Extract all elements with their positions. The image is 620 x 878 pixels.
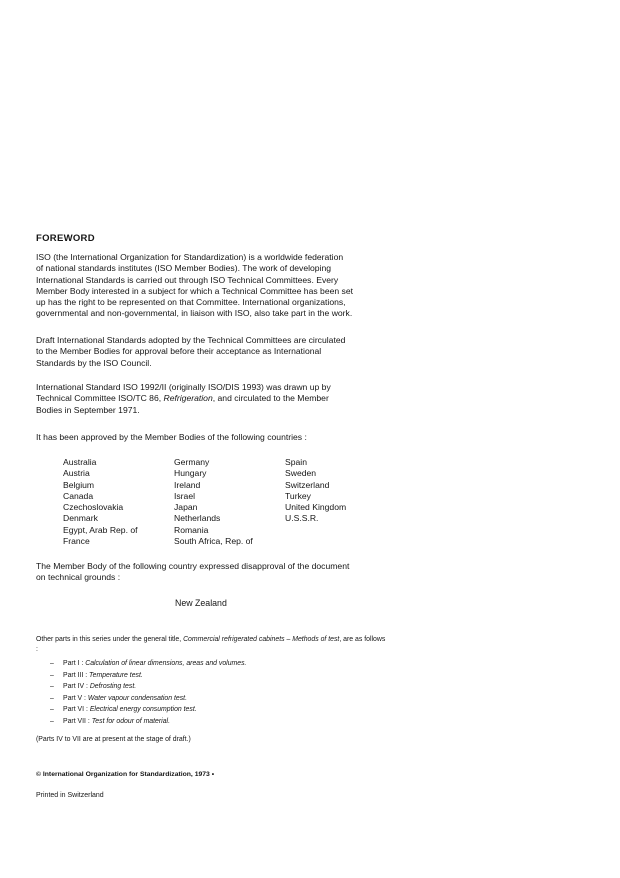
country-item: Australia <box>63 457 97 467</box>
part-title: Water vapour condensation test. <box>87 694 187 702</box>
text-line: governmental and non-governmental, in liaison with ISO, also take part in the work. <box>36 308 353 319</box>
text-fragment: , are as follows : <box>36 636 386 654</box>
part-title: Electrical energy consumption test. <box>89 706 197 714</box>
part-label: Part III : <box>63 671 90 679</box>
part-label: Part VI : <box>63 706 90 714</box>
foreword-paragraph-1 <box>36 252 384 320</box>
text-line: The Member Body of the following country expressed disapproval of the document <box>36 561 350 571</box>
part-label: Part VII : <box>63 717 92 725</box>
text-fragment: , and circulated to the Member <box>212 393 329 404</box>
text-line: to the Member Bodies for approval before their acceptance as International <box>36 346 322 357</box>
country-item: Germany <box>174 457 210 467</box>
country-item: South Africa, Rep. of <box>174 536 253 547</box>
text-fragment: Other parts in this series under the general title, <box>36 636 184 643</box>
part-label: Part V : <box>63 694 88 702</box>
country-item: Israel <box>174 490 196 501</box>
part-title: Defrosting test. <box>89 683 137 691</box>
draft-note: (Parts IV to VII are at present at the stage of draft.) <box>36 736 191 743</box>
country-item: Czechoslovakia <box>63 502 124 513</box>
country-item: Switzerland <box>285 479 330 490</box>
list-item <box>50 681 246 693</box>
text-line: Member Body interested in a subject for which a Technical Committee has been set <box>36 285 354 296</box>
part-label: Part I : <box>63 660 86 667</box>
text-line: Standards by the ISO Council. <box>36 357 152 368</box>
country-item: Hungary <box>174 468 207 479</box>
list-item <box>50 670 246 682</box>
copyright-notice: © International Organization for Standardization, 1973 • <box>36 771 215 778</box>
country-column-1 <box>63 457 138 547</box>
country-item: U.S.S.R. <box>285 513 319 524</box>
country-item: Turkey <box>285 490 311 501</box>
part-title: Calculation of linear dimensions, areas and volumes. <box>85 660 247 667</box>
country-item: Romania <box>174 524 209 535</box>
dash-bullet: – <box>50 683 54 691</box>
foreword-heading: FOREWORD <box>36 233 95 244</box>
text-line: International Standards is carried out through ISO Technical Committees. Every <box>36 274 339 285</box>
country-item: Denmark <box>63 513 98 524</box>
part-title: Test for odour of material. <box>91 717 170 725</box>
committee-title: Refrigeration <box>163 393 213 404</box>
country-column-3 <box>285 457 346 525</box>
printed-in: Printed in Switzerland <box>36 792 104 799</box>
text-line: Bodies in September 1971. <box>36 404 140 415</box>
dash-bullet: – <box>50 706 54 714</box>
text-line: on technical grounds : <box>36 572 121 583</box>
series-title: Commercial refrigerated cabinets – Methods of test <box>183 636 340 643</box>
part-title: Temperature test. <box>89 671 143 679</box>
text-line: of national standards institutes (ISO Member Bodies). The work of developing <box>36 263 332 274</box>
country-item: United Kingdom <box>285 502 347 513</box>
dash-bullet: – <box>50 717 54 725</box>
text-line: Draft International Standards adopted by the Technical Committees are circulated <box>36 335 346 345</box>
country-item: France <box>63 536 90 547</box>
country-item: Japan <box>174 502 198 513</box>
other-parts-intro <box>36 635 388 655</box>
dash-bullet: – <box>50 660 54 667</box>
dash-bullet: – <box>50 694 54 702</box>
country-item: Canada <box>63 490 94 501</box>
text-line: up has the right to be represented on that Committee. International organizations, <box>36 297 346 308</box>
approval-intro: It has been approved by the Member Bodies of the following countries : <box>36 432 307 442</box>
country-item: Ireland <box>174 479 201 490</box>
list-item <box>50 704 246 716</box>
foreword-paragraph-3 <box>36 382 384 416</box>
disapproving-country: New Zealand <box>175 598 227 608</box>
country-column-2 <box>174 457 253 547</box>
dash-bullet: – <box>50 671 54 679</box>
country-item: Egypt, Arab Rep. of <box>63 524 138 535</box>
parts-list <box>50 658 246 728</box>
text-line: International Standard ISO 1992/II (originally ISO/DIS 1993) was drawn up by <box>36 382 331 392</box>
country-item: Spain <box>285 457 307 467</box>
list-item <box>50 658 246 670</box>
country-item: Austria <box>63 468 90 479</box>
foreword-paragraph-2 <box>36 335 384 369</box>
country-item: Belgium <box>63 479 95 490</box>
list-item <box>50 716 246 728</box>
text-fragment: Technical Committee ISO/TC 86, <box>36 393 164 404</box>
part-label: Part IV : <box>63 683 90 691</box>
list-item <box>50 693 246 705</box>
country-item: Sweden <box>285 468 317 479</box>
country-item: Netherlands <box>174 513 221 524</box>
text-line: ISO (the International Organization for Standardization) is a worldwide federation <box>36 252 344 262</box>
disapproval-paragraph <box>36 561 384 584</box>
text-line <box>36 393 384 404</box>
